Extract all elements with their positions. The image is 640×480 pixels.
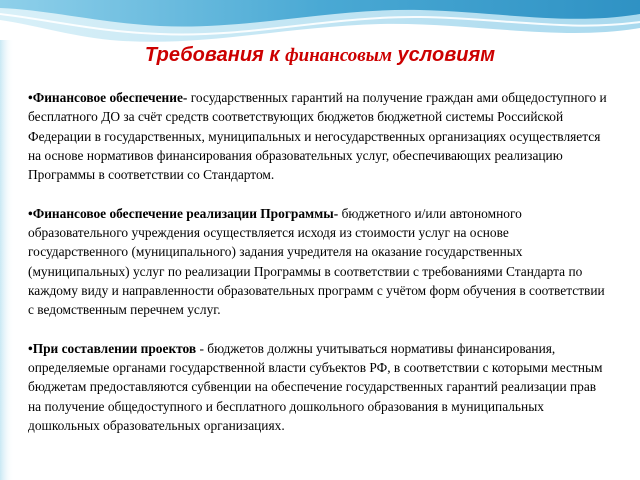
title-part-2: финансовым <box>285 45 392 66</box>
paragraph-financial-support <box>28 88 608 184</box>
paragraph-text: - бюджетов должны учитываться нормативы финансирования, определяемые органами государственной власти субъектов РФ, в соответствии с которыми местным бюджетам предоставляются субвенции на обеспечение государственных гарантий реализации прав на получение общедоступного и бесплатного дошкольного образования в муниципальных дошкольных образовательных организациях. <box>28 340 603 434</box>
paragraph-lead: •При составлении проектов <box>28 340 197 356</box>
paragraph-program-financing <box>28 204 608 320</box>
paragraph-lead: •Финансовое обеспечение реализации Программы- <box>28 205 339 221</box>
paragraph-text: государственных гарантий на получение граждан ами общедоступного и бесплатного ДО за счёт средств соответствующих бюджетов бюджетной системы Российской Федерации в государственных, муниципальных и негосударственных организациях осуществляется на основе нормативов финансирования образовательных услуг, обеспечивающих реализацию Программы в соответствии со Стандартом. <box>28 90 607 183</box>
title-part-3: условиям <box>392 44 496 66</box>
paragraph-text: бюджетного и/или автономного образовательного учреждения осуществляется исходя из стоимости услуг на основе государственного (муниципального) задания учредителя на оказание государственных (муниципальных) услуг по реализации Программы в соответствии с требованиями Стандарта по каждому виду и направленности образовательных программ с учётом форм обучения в соответствии с ведомственным перечнем услуг. <box>28 205 605 318</box>
slide-title <box>0 44 640 67</box>
paragraph-budget-projects <box>28 339 608 435</box>
title-part-1: Требования к <box>144 44 286 66</box>
paragraph-lead: •Финансовое обеспечение- <box>28 90 188 105</box>
slide-body <box>28 88 608 455</box>
